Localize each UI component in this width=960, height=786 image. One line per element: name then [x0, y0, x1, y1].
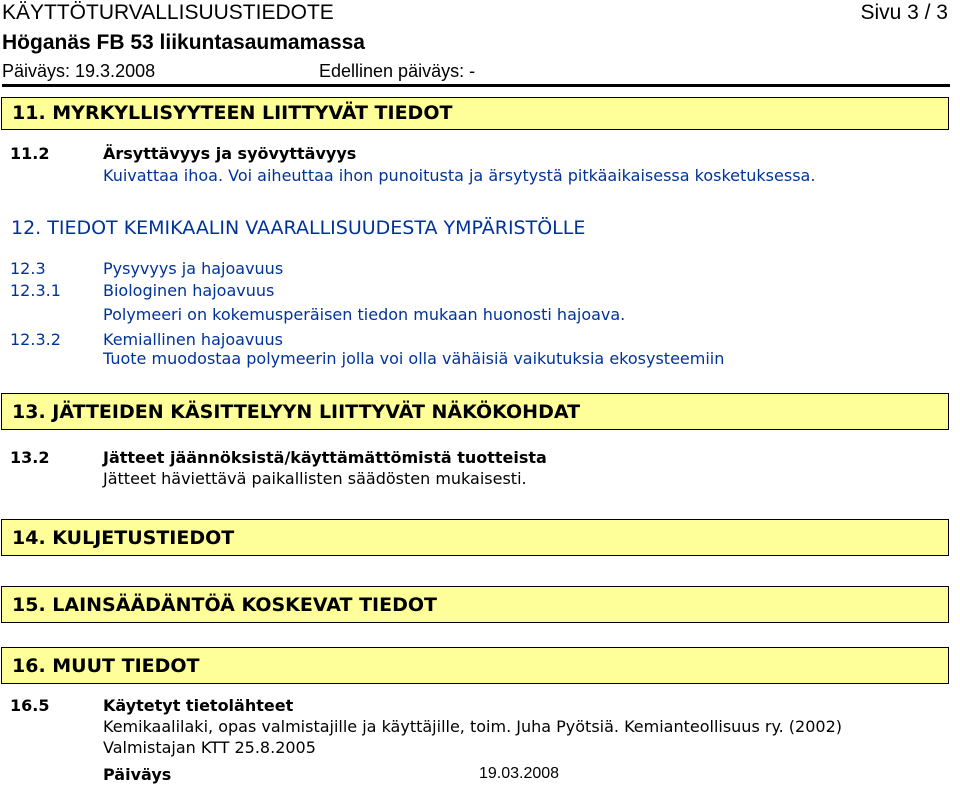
subsection-text-13-2: Jätteet häviettävä paikallisten säädösten mukaisesti. — [103, 469, 527, 488]
previous-date: Edellinen päiväys: - — [319, 61, 476, 81]
subsection-number-12-3-1: 12.3.1 — [10, 281, 61, 300]
header-divider — [2, 84, 950, 87]
subsection-heading-12-3: Pysyvyys ja hajoavuus — [103, 259, 284, 278]
section-11-heading: 11. MYRKYLLISYYTEEN LIITTYVÄT TIEDOT — [1, 97, 949, 130]
page-number: Sivu 3 / 3 — [860, 1, 948, 24]
subsection-heading-12-3-1: Biologinen hajoavuus — [103, 281, 275, 300]
document-date: Päiväys: 19.3.2008 — [2, 61, 156, 81]
section-13-heading: 13. JÄTTEIDEN KÄSITTELYYN LIITTYVÄT NÄKÖKOHDAT — [1, 393, 949, 430]
section-12-heading: 12. TIEDOT KEMIKAALIN VAARALLISUUDESTA YMPÄRISTÖLLE — [11, 217, 586, 239]
section-16-heading: 16. MUUT TIEDOT — [1, 647, 949, 684]
subsection-text-11-2: Kuivattaa ihoa. Voi aiheuttaa ihon punoitusta ja ärsytystä pitkäaikaisessa kosketuksessa. — [103, 166, 816, 185]
subsection-heading-11-2: Ärsyttävyys ja syövyttävyys — [103, 144, 357, 163]
product-name: Höganäs FB 53 liikuntasaumamassa — [2, 31, 365, 54]
subsection-number-12-3-2: 12.3.2 — [10, 330, 61, 349]
section-14-heading: 14. KULJETUSTIEDOT — [1, 519, 949, 556]
subsection-text-16-5-line2: Valmistajan KTT 25.8.2005 — [103, 738, 316, 757]
subsection-text-12-3-1: Polymeeri on kokemusperäisen tiedon mukaan huonosti hajoava. — [103, 305, 626, 324]
subsection-heading-12-3-2: Kemiallinen hajoavuus — [103, 330, 283, 349]
subsection-number-16-5: 16.5 — [10, 696, 50, 715]
subsection-heading-16-5: Käytetyt tietolähteet — [103, 696, 294, 715]
section-15-heading: 15. LAINSÄÄDÄNTÖÄ KOSKEVAT TIEDOT — [1, 586, 949, 623]
subsection-number-11-2: 11.2 — [10, 144, 50, 163]
footer-date-label: Päiväys — [103, 765, 172, 784]
subsection-text-12-3-2: Tuote muodostaa polymeerin jolla voi olla vähäisiä vaikutuksia ekosysteemiin — [103, 349, 725, 368]
document-title: KÄYTTÖTURVALLISUUSTIEDOTE — [2, 1, 334, 24]
subsection-number-12-3: 12.3 — [10, 259, 46, 278]
subsection-number-13-2: 13.2 — [10, 448, 50, 467]
subsection-text-16-5-line1: Kemikaalilaki, opas valmistajille ja käyttäjille, toim. Juha Pyötsiä. Kemianteollisuus ry. (2002) — [103, 717, 843, 736]
footer-date-value: 19.03.2008 — [479, 765, 560, 782]
subsection-heading-13-2: Jätteet jäännöksistä/käyttämättömistä tuotteista — [103, 448, 547, 467]
